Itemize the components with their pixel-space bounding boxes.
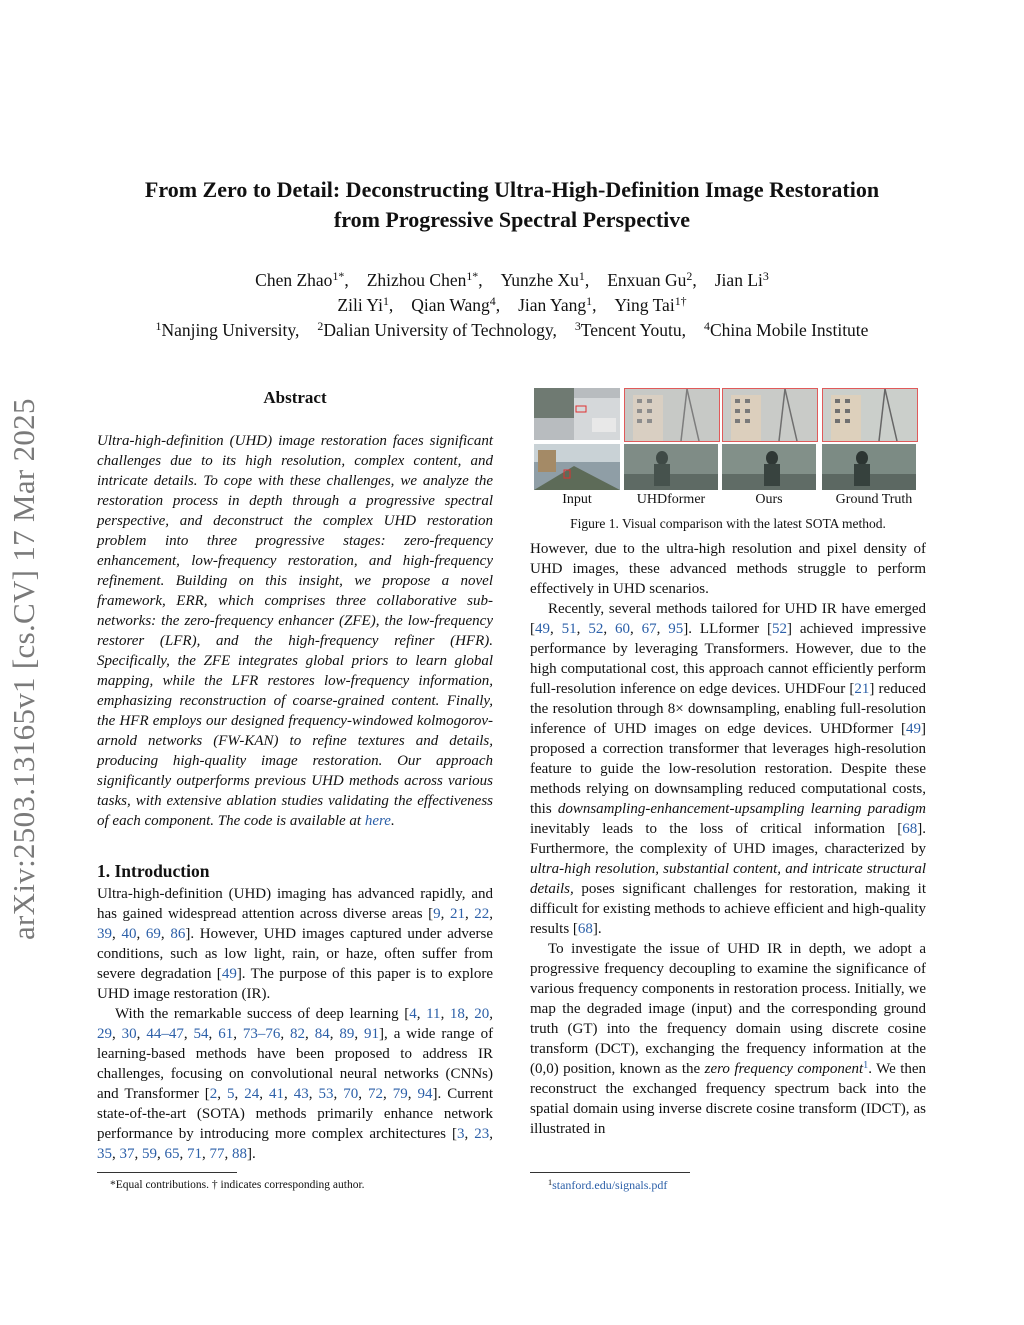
author-name: Zhizhou Chen — [366, 270, 467, 290]
affiliation-mark: 3 — [574, 319, 581, 334]
figure-1 — [532, 388, 926, 516]
author-entry: Yunzhe Xu$^1$, — [500, 269, 590, 290]
body-text: , — [280, 1026, 291, 1042]
affiliation-entry — [575, 320, 686, 340]
citation-link[interactable]: 70 — [343, 1086, 359, 1102]
body-text: , — [308, 1086, 319, 1102]
abstract-heading: Abstract — [263, 388, 327, 407]
affiliation-name: Nanjing University, — [161, 320, 300, 340]
citation-link[interactable]: 65 — [164, 1146, 180, 1162]
body-text: , — [233, 1026, 243, 1042]
body-text: , — [576, 621, 589, 637]
citation-link[interactable]: 54 — [193, 1026, 209, 1042]
author-row-2 — [80, 293, 944, 318]
body-text: , — [202, 1146, 210, 1162]
body-text: , — [224, 1146, 232, 1162]
affiliation-entry — [317, 320, 556, 340]
section-heading-introduction: 1. Introduction — [97, 861, 210, 881]
body-text: With the remarkable success of deep learning [ — [115, 1006, 410, 1022]
citation-link[interactable]: 52 — [771, 621, 787, 637]
citation-link[interactable]: 9 — [433, 906, 441, 922]
citation-link[interactable]: 77 — [209, 1146, 225, 1162]
author-block — [80, 268, 944, 343]
body-text: , — [160, 926, 171, 942]
intro-paragraph-2 — [97, 1004, 493, 1164]
figure-label-ours: Ours — [755, 492, 783, 507]
citation-link[interactable]: 43 — [293, 1086, 309, 1102]
emphasis-text: ultra-high resolution, substantial content, and intricate structural details, — [530, 861, 926, 897]
citation-link[interactable]: 89 — [339, 1026, 355, 1042]
author-name: Yunzhe Xu — [500, 270, 579, 290]
citation-link[interactable]: 5 — [227, 1086, 235, 1102]
body-text: inevitably leads to the loss of critical information [ — [530, 821, 903, 837]
citation-link[interactable]: 95 — [668, 621, 684, 637]
figure-ours-top — [722, 388, 818, 442]
body-text: ]. — [247, 1146, 256, 1162]
citation-link[interactable]: 84 — [314, 1026, 330, 1042]
abstract-text: Ultra-high-definition (UHD) image restoration faces significant challenges due to its high resolution, complex content, and intricate details. To cope with these challenges, we analyze the restoration process in depth through a progressive spectral perspective, and deconstruct the complex UHD restoration problem into three progressive stages: zero-frequency enhancement, low-frequency restoration, and high-frequency refinement. Building on this insight, we propose a novel framework, ERR, which comprises three collaborative sub-networks: the zero-frequency enhancer (ZFE), the low-frequency restorer (LFR), and the high-frequency refiner (HFR). Specifically, the ZFE integrates global priors to learn global mapping, while the LFR restores low-frequency information, emphasizing reconstruction of coarse-grained content. Finally, the HFR employs our designed frequency-windowed kolmogorov-arnold networks (FW-KAN) to refine textures and details, producing high-quality image restoration. Our approach significantly outperforms previous UHD methods across various tasks, with extensive ablation studies validating the effectiveness of each component. The code is available at — [97, 433, 493, 829]
body-text: ]. — [592, 921, 602, 937]
author-name: Zili Yi — [337, 295, 383, 315]
affiliation-mark: 4 — [704, 319, 710, 334]
body-text: Recently, several methods tailored for UHD IR have emerged [ — [530, 601, 926, 637]
intro-body — [97, 884, 493, 1164]
citation-link[interactable]: 29 — [97, 1026, 112, 1042]
body-text: ] achieved impressive performance by leveraging Transformers. However, due to the high computational cost, this approach cannot efficiently perform full-resolution inference on edge devices. UHDFour [ — [530, 621, 927, 697]
affiliation-entry — [156, 320, 300, 340]
body-text: , — [183, 1026, 194, 1042]
citation-link[interactable]: 73–76 — [242, 1026, 281, 1042]
citation-link[interactable]: 51 — [561, 621, 577, 637]
citation-link[interactable]: 11 — [426, 1006, 441, 1022]
citation-link[interactable]: 24 — [244, 1086, 260, 1102]
body-text: ]. LLformer [ — [683, 621, 772, 637]
figure-input-bottom — [534, 444, 620, 490]
body-text: , — [234, 1086, 245, 1102]
figure-label-ground-truth: Ground Truth — [835, 492, 913, 507]
body-text: ]. However, UHD images captured under adverse conditions, such as low light, rain, or haze, often suffer from severe degradation [ — [97, 926, 494, 982]
affiliation-entry — [704, 320, 868, 340]
affiliation-name: Tencent Youtu, — [580, 320, 687, 340]
body-text: , — [136, 926, 146, 942]
body-text: , — [259, 1086, 270, 1102]
body-text: , — [629, 621, 642, 637]
citation-link[interactable]: 18 — [449, 1006, 465, 1022]
body-text: ]. The purpose of this paper is to explore UHD image restoration (IR). — [97, 966, 494, 1002]
citation-link[interactable]: 86 — [170, 926, 186, 942]
body-text: However, due to the ultra-high resolution and pixel density of UHD images, these advanced methods struggle to perform effectively in UHD scenarios. — [530, 541, 926, 597]
citation-link[interactable]: 30 — [121, 1026, 137, 1042]
body-text: , — [656, 621, 669, 637]
body-text: ]. Current state-of-the-art (SOTA) methods primarily enhance network performance by introducing more complex architectures [ — [97, 1086, 494, 1142]
author-entry: Zhizhou Chen$^{1*}$, — [366, 269, 483, 290]
footnote-rule-right — [530, 1172, 690, 1173]
citation-link[interactable]: 52 — [588, 621, 604, 637]
figure-uhdformer-top — [624, 388, 720, 442]
body-text: Ultra-high-definition (UHD) imaging has advanced rapidly, and has gained widespread attention across diverse areas [ — [97, 886, 493, 922]
affiliation-name: China Mobile Institute — [709, 320, 869, 340]
body-text: , — [305, 1026, 315, 1042]
affiliation-mark: 2 — [317, 319, 324, 334]
author-row-1 — [80, 268, 944, 293]
arxiv-stamp: arXiv:2503.13165v1 [cs.CV] 17 Mar 2025 — [6, 398, 41, 940]
author-name: Chen Zhao — [255, 270, 333, 290]
right-paragraph-3 — [530, 939, 926, 1139]
author-name: Jian Yang — [518, 295, 587, 315]
citation-link[interactable]: 68 — [902, 821, 918, 837]
emphasis-text: downsampling-enhancement-upsampling learning paradigm — [557, 801, 926, 817]
intro-paragraph-1 — [97, 884, 493, 1004]
right-paragraph-2 — [530, 599, 926, 939]
affiliation-mark: 1 — [155, 319, 162, 334]
citation-link[interactable]: 94 — [417, 1086, 433, 1102]
author-entry — [715, 270, 769, 290]
body-text: . We then reconstruct the exchanged frequency spectrum back into the spatial domain using inverse discrete cosine transform (IDCT), as illustrated in — [530, 1061, 927, 1137]
paper-title — [80, 175, 944, 235]
body-text: , — [603, 621, 615, 637]
citation-link[interactable]: 60 — [614, 621, 630, 637]
citation-link[interactable]: 23 — [474, 1126, 490, 1142]
author-affiliation-mark: 2 — [686, 269, 693, 284]
author-entry — [614, 295, 686, 315]
author-affiliation-mark: 1* — [332, 269, 345, 284]
body-text: , — [329, 1026, 340, 1042]
body-text: , — [217, 1086, 228, 1102]
affiliation-row — [80, 318, 944, 343]
citation-link[interactable]: 49 — [535, 621, 550, 637]
author-affiliation-mark: 4 — [489, 294, 496, 309]
body-text: ], a wide range of learning-based methods have been proposed to address IR challenges, focusing on convolutional neural networks (CNNs) and Transformer [ — [97, 1026, 494, 1102]
citation-link[interactable]: 4 — [409, 1006, 417, 1022]
body-text: , — [179, 1146, 187, 1162]
figure-gt-top — [822, 388, 918, 442]
body-text: ] proposed a correction transformer that leverages high-resolution feature to guide the low-resolution restoration. Despite these methods relying on downsampling reduced computational costs, this — [530, 721, 926, 817]
author-name: Qian Wang — [411, 295, 490, 315]
body-text: , — [112, 1026, 122, 1042]
citation-link[interactable]: 69 — [145, 926, 161, 942]
body-text: , — [464, 1006, 475, 1022]
citation-link[interactable]: 22 — [474, 906, 490, 922]
figure-caption: Figure 1. Visual comparison with the latest SOTA method. — [570, 516, 886, 531]
citation-link[interactable]: 53 — [318, 1086, 334, 1102]
body-text: , — [354, 1026, 365, 1042]
author-name: Ying Tai — [614, 295, 675, 315]
abstract-body — [97, 431, 493, 831]
author-affiliation-mark: 1 — [382, 294, 389, 309]
citation-link[interactable]: 35 — [97, 1146, 112, 1162]
author-affiliation-mark: 1* — [466, 269, 479, 284]
author-entry: Qian Wang$^4$, — [411, 294, 501, 315]
body-text: , — [136, 1026, 147, 1042]
emphasis-text: zero frequency component — [704, 1061, 864, 1077]
body-text: To investigate the issue of UHD IR in depth, we adopt a progressive frequency decoupling to examine the significance of various frequency components in restoration process. Initially, we map the degraded image (input) and the corresponding ground truth (GT) into the frequency domain using discrete cosine transform (DCT), exchanging the frequency information at the (0,0) position, known as the — [530, 941, 926, 1077]
author-entry: Chen Zhao$^{1*}$, — [255, 269, 349, 290]
abstract-end: . — [390, 813, 395, 829]
body-text: ] reduced the resolution through 8× downsampling, enabling full-resolution inference of UHD images on edge devices. UHDformer [ — [530, 681, 927, 737]
figure-ours-bottom — [722, 444, 816, 490]
body-text: , — [112, 926, 122, 942]
citation-link[interactable]: 61 — [218, 1026, 234, 1042]
body-text: , — [157, 1146, 165, 1162]
figure-label-uhdformer: UHDformer — [636, 492, 706, 507]
body-text: , — [333, 1086, 344, 1102]
footnote-rule-left — [97, 1172, 237, 1173]
footnote-url — [548, 1178, 667, 1192]
body-text: , — [134, 1146, 142, 1162]
author-affiliation-mark: 3 — [762, 269, 769, 284]
footnote-mark: 1 — [548, 1177, 553, 1187]
author-entry: Enxuan Gu$^2$, — [607, 269, 697, 290]
body-text: , — [383, 1086, 393, 1102]
footnote-link[interactable]: stanford.edu/signals.pdf — [552, 1178, 668, 1192]
right-column-body — [530, 539, 926, 1139]
citation-link[interactable]: 44–47 — [146, 1026, 184, 1042]
body-text: , — [112, 1146, 120, 1162]
body-text: , — [358, 1086, 369, 1102]
figure-input-top — [534, 388, 620, 440]
author-affiliation-mark: 1 — [578, 269, 585, 284]
body-text: , — [489, 1006, 493, 1022]
body-text: , — [464, 1126, 475, 1142]
citation-link[interactable]: 88 — [232, 1146, 247, 1162]
body-text: , — [208, 1026, 219, 1042]
citation-link[interactable]: 68 — [577, 921, 593, 937]
body-text: , — [284, 1086, 294, 1102]
affiliation-name: Dalian University of Technology, — [323, 320, 557, 340]
citation-link[interactable]: 21 — [449, 906, 465, 922]
citation-link[interactable]: 71 — [187, 1146, 202, 1162]
right-paragraph-1 — [530, 539, 926, 599]
body-text: , — [407, 1086, 418, 1102]
figure-gt-bottom — [822, 444, 916, 490]
body-text: , — [489, 1126, 493, 1142]
citation-link[interactable]: 40 — [121, 926, 137, 942]
author-entry: Jian Yang$^1$, — [518, 294, 597, 315]
footnote-equal-contrib: *Equal contributions. † indicates corresponding author. — [110, 1179, 365, 1191]
citation-link[interactable]: 67 — [641, 621, 657, 637]
body-text: , — [550, 621, 562, 637]
author-affiliation-mark: 1† — [674, 294, 687, 309]
author-entry: Zili Yi$^1$, — [337, 294, 394, 315]
body-text: , — [464, 906, 475, 922]
citation-link[interactable]: 39 — [97, 926, 112, 942]
title-line-1: From Zero to Detail: Deconstructing Ultra-High-Definition Image Restoration — [144, 177, 880, 202]
body-text: , — [489, 906, 494, 922]
author-affiliation-mark: 1 — [586, 294, 593, 309]
title-line-2: from Progressive Spectral Perspective — [333, 207, 691, 232]
body-text: , — [416, 1006, 427, 1022]
citation-link[interactable]: 3 — [457, 1126, 465, 1142]
citation-link[interactable]: 20 — [474, 1006, 490, 1022]
body-text: , — [440, 1006, 450, 1022]
citation-link[interactable]: 82 — [290, 1026, 306, 1042]
citation-link[interactable]: 21 — [854, 681, 870, 697]
citation-link[interactable]: 49 — [221, 966, 237, 982]
citation-link[interactable]: 41 — [269, 1086, 285, 1102]
citation-link[interactable]: 79 — [392, 1086, 408, 1102]
figure-label-input: Input — [562, 492, 592, 507]
citation-link[interactable]: 2 — [209, 1086, 218, 1102]
citation-link[interactable]: 72 — [368, 1086, 384, 1102]
body-text: ]. Furthermore, the complexity of UHD images, characterized by — [530, 821, 926, 857]
author-name: Jian Li — [714, 270, 763, 290]
body-text: poses significant challenges for restoration, making it difficult for existing methods to achieve efficient and high-quality results [ — [530, 881, 927, 937]
citation-link[interactable]: 49 — [906, 721, 921, 737]
footnote-ref[interactable]: 1 — [863, 1059, 869, 1071]
citation-link[interactable]: 91 — [364, 1026, 380, 1042]
citation-link[interactable]: 59 — [142, 1146, 157, 1162]
body-text: , — [440, 906, 450, 922]
citation-link[interactable]: 37 — [119, 1146, 135, 1162]
author-name: Enxuan Gu — [607, 270, 687, 290]
code-link[interactable]: here — [364, 813, 391, 829]
figure-uhdformer-bottom — [624, 444, 718, 490]
